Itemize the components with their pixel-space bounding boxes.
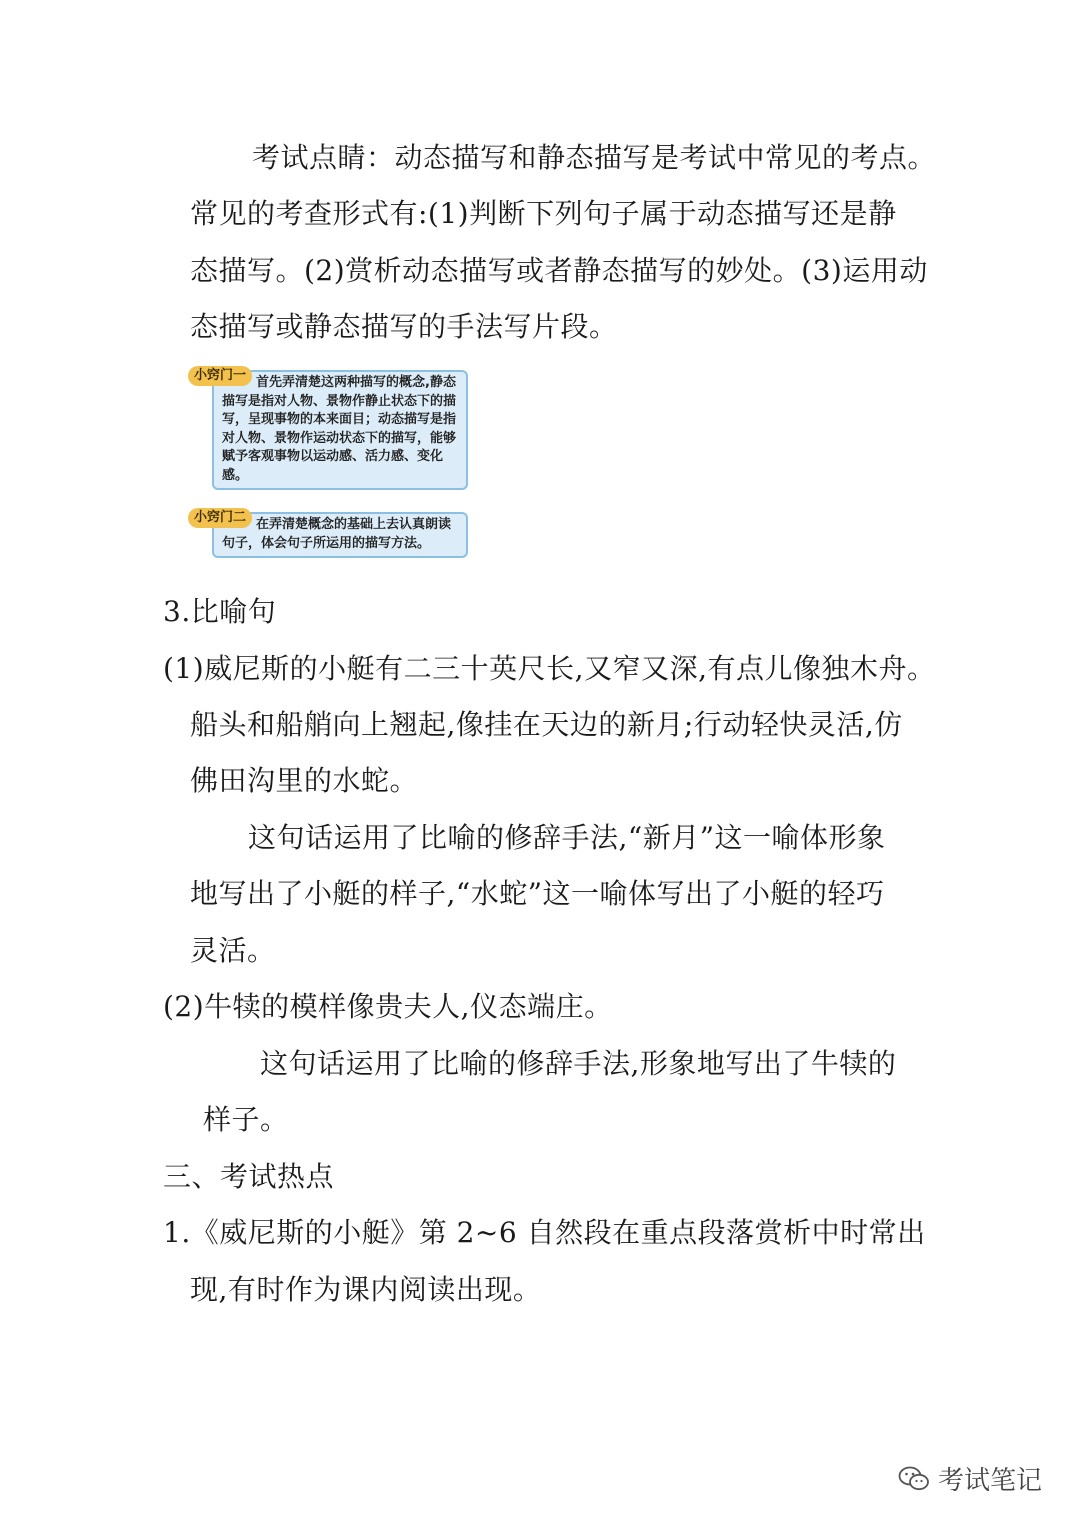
exam-point-line-3: 态描写。(2)赏析动态描写或者静态描写的妙处。(3)运用动 (190, 254, 928, 287)
simile-item1-line-1: (1)威尼斯的小艇有二三十英尺长,又窄又深,有点儿像独木舟。 (163, 652, 936, 685)
simile-analysis2-line-1: 这句话运用了比喻的修辞手法,形象地写出了牛犊的 (260, 1047, 897, 1080)
tip-text-1: 首先弄清楚这两种描写的概念,静态描写是指对人物、景物作静止状态下的描写，呈现事物的本来面目；动态描写是指对人物、景物作运动状态下的描写，能够赋予客观事物以运动感、活力感、变化感。 (212, 370, 468, 490)
section-heading-hotspots: 三、考试热点 (163, 1160, 335, 1193)
simile-item2-line-1: (2)牛犊的模样像贵夫人,仪态端庄。 (163, 990, 613, 1023)
simile-analysis2-line-2: 样子。 (203, 1103, 289, 1136)
exam-point-line-2: 常见的考查形式有:(1)判断下列句子属于动态描写还是静 (190, 197, 897, 230)
section-heading-simile: 3.比喻句 (163, 595, 277, 628)
simile-item1-line-2: 船头和船艄向上翘起,像挂在天边的新月;行动轻快灵活,仿 (190, 708, 903, 741)
watermark-text: 考试笔记 (937, 1466, 1042, 1496)
exam-point-line-4: 态描写或静态描写的手法写片段。 (190, 310, 618, 343)
hotspot-item1-line-1: 1.《威尼斯的小艇》第 2~6 自然段在重点段落赏析中时常出 (163, 1216, 926, 1249)
tip-tag-2: 小窍门二 (188, 508, 252, 528)
wechat-icon (898, 1465, 930, 1493)
tip-text-2: 在弄清楚概念的基础上去认真朗读句子，体会句子所运用的描写方法。 (212, 512, 468, 558)
tip-tag-1: 小窍门一 (188, 366, 252, 386)
simile-item1-line-3: 佛田沟里的水蛇。 (190, 764, 419, 797)
tip-card-2 (188, 508, 464, 574)
simile-analysis1-line-3: 灵活。 (190, 934, 276, 967)
tip-card-1 (188, 366, 464, 490)
simile-analysis1-line-1: 这句话运用了比喻的修辞手法,“新月”这一喻体形象 (248, 821, 886, 854)
hotspot-item1-line-2: 现,有时作为课内阅读出现。 (190, 1273, 542, 1306)
simile-analysis1-line-2: 地写出了小艇的样子,“水蛇”这一喻体写出了小艇的轻巧 (190, 877, 885, 910)
watermark (898, 1460, 1042, 1497)
exam-point-line-1: 考试点睛：动态描写和静态描写是考试中常见的考点。 (252, 141, 937, 174)
